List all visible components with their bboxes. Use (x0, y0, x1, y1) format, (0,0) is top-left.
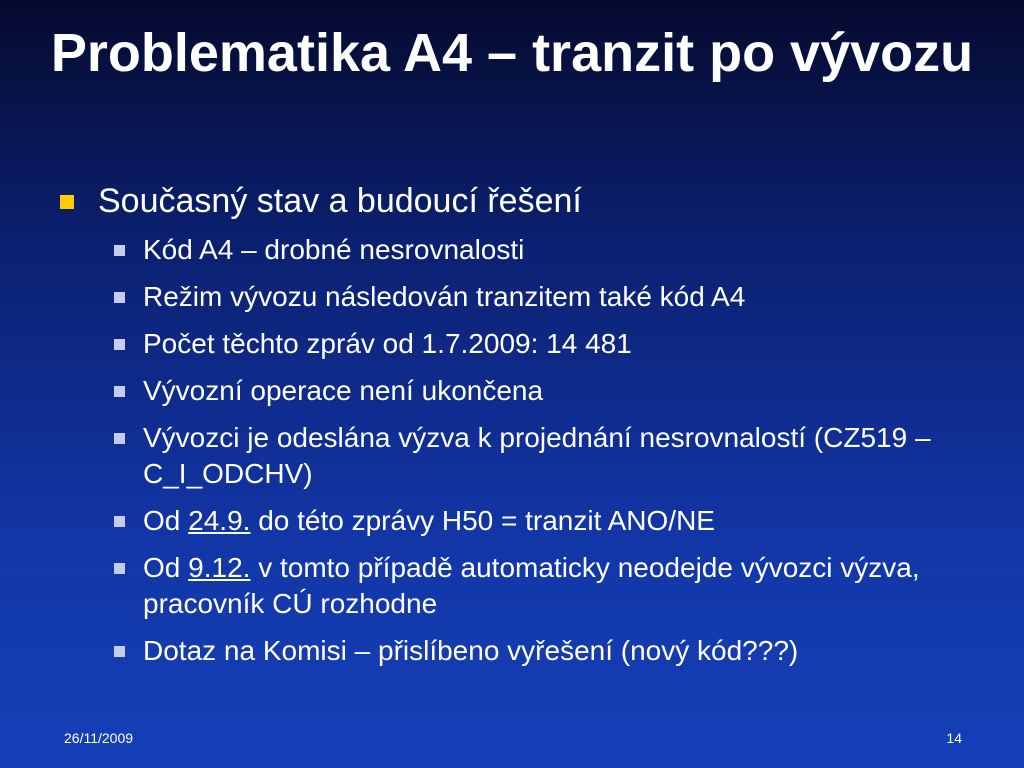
square-bullet-icon (114, 516, 125, 527)
footer-date: 26/11/2009 (64, 730, 134, 746)
square-bullet-icon (114, 646, 125, 657)
text-suffix: v tomto případě automaticky neodejde vývozci výzva, pracovník CÚ rozhodne (143, 552, 920, 619)
text-prefix: Od (143, 505, 189, 536)
square-bullet-icon (114, 245, 125, 256)
sub-bullet-item (114, 279, 990, 315)
text-prefix: Od (143, 552, 189, 583)
sub-bullet-text: Dotaz na Komisi – přislíbeno vyřešení (nový kód???) (143, 635, 799, 666)
sub-bullet-list (114, 232, 990, 669)
slide-content (60, 180, 990, 680)
sub-bullet-text: Vývozní operace není ukončena (143, 375, 544, 406)
page-number: 14 (946, 730, 962, 746)
text-suffix: do této zprávy H50 = tranzit ANO/NE (250, 505, 715, 536)
square-bullet-icon (114, 292, 125, 303)
sub-bullet-text (143, 503, 990, 539)
sub-bullet-item (114, 633, 990, 669)
square-bullet-icon (114, 433, 125, 444)
slide-title: Problematika A4 – tranzit po vývozu (50, 23, 974, 83)
square-bullet-icon (114, 386, 125, 397)
date-underlined: 9.12. (188, 552, 251, 583)
sub-bullet-item (114, 503, 990, 539)
sub-bullet-text: Kód A4 – drobné nesrovnalosti (143, 234, 525, 265)
square-bullet-icon (114, 339, 125, 350)
sub-bullet-text: Počet těchto zpráv od 1.7.2009: 14 481 (143, 328, 632, 359)
sub-bullet-item (114, 373, 990, 409)
main-bullet-item (60, 180, 990, 222)
sub-bullet-item (114, 550, 990, 622)
main-bullet-text: Současný stav a budoucí řešení (98, 182, 582, 220)
square-bullet-icon (60, 195, 74, 209)
sub-bullet-item (114, 232, 990, 268)
sub-bullet-text: Vývozci je odeslána výzva k projednání nesrovnalostí (CZ519 – C_I_ODCHV) (143, 422, 931, 489)
sub-bullet-item (114, 326, 990, 362)
square-bullet-icon (114, 563, 125, 574)
sub-bullet-item (114, 420, 990, 492)
sub-bullet-text: Režim vývozu následován tranzitem také kód A4 (143, 281, 746, 312)
date-underlined: 24.9. (188, 505, 251, 536)
sub-bullet-text (143, 550, 990, 622)
